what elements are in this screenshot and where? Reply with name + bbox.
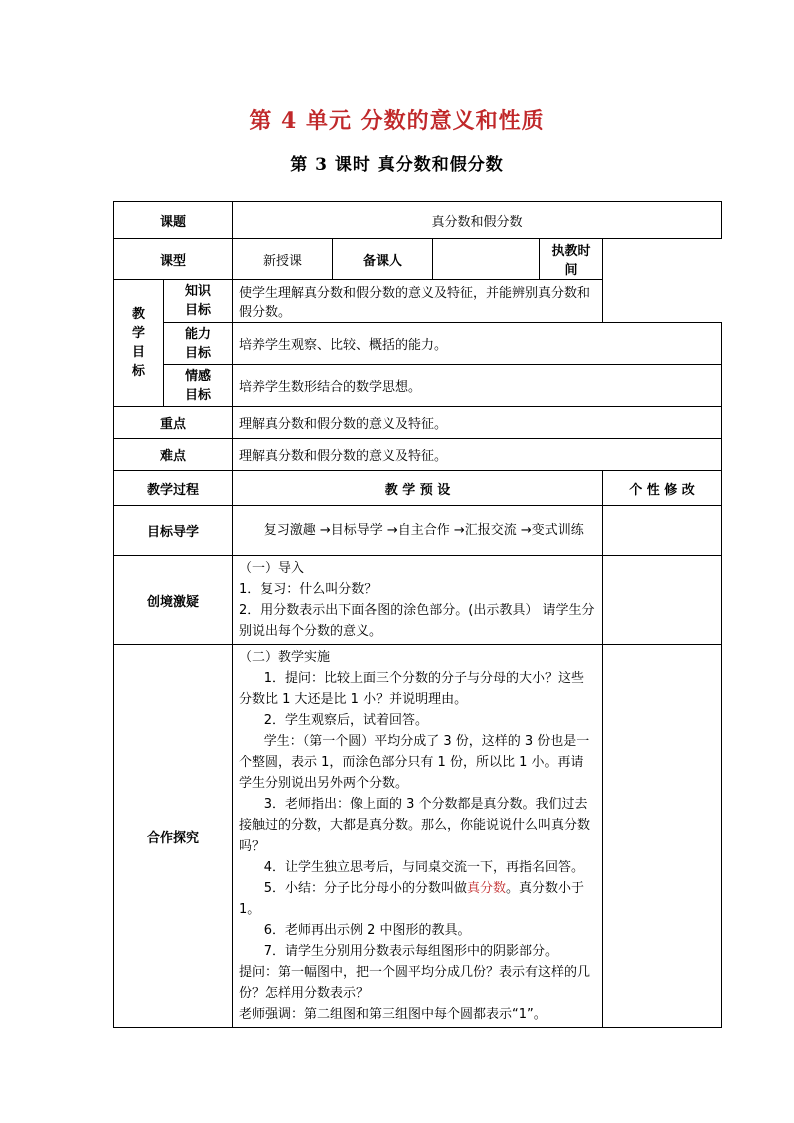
difficulty-label: 难点 [114,439,233,471]
emotion-goal-label: 情感 目标 [164,365,233,407]
row-explore [114,645,722,1028]
design-header: 教 学 预 设 [233,471,603,506]
topic-label: 课题 [114,202,233,239]
unit-title: 第 4 单元 分数的意义和性质 [249,108,545,134]
knowledge-goal-label: 知识 目标 [164,280,233,323]
revise-header: 个 性 修 改 [603,471,722,506]
row-knowledge-goal [114,280,722,323]
guide-text: 复习激趣 →目标导学 →自主合作 →汇报交流 →变式训练 [233,506,603,556]
row-header [114,471,722,506]
preparer-value [433,239,540,280]
lesson-title: 第 3 课时 真分数和假分数 [290,155,504,175]
emotion-goal-text: 培养学生数形结合的数学思想。 [233,365,722,407]
scenario-revise [603,556,722,645]
process-header: 教学过程 [114,471,233,506]
scenario-text: （一）导入 1．复习：什么叫分数？ 2．用分数表示出下面各图的涂色部分。(出示教具） 请学生分别说出每个分数的意义。 [233,556,603,645]
explore-label: 合作探究 [114,645,233,1028]
row-lesson-type [114,239,722,280]
row-guide [114,506,722,556]
key-point-text: 理解真分数和假分数的意义及特征。 [233,407,722,439]
row-topic [114,202,722,239]
topic-value: 真分数和假分数 [233,202,722,239]
lesson-plan-table [113,201,722,1028]
scenario-label: 创境激疑 [114,556,233,645]
row-ability-goal [114,323,722,365]
term-proper-fraction: 真分数 [466,881,506,896]
goals-group-label: 教 学 目 标 [114,280,164,407]
row-difficulty [114,439,722,471]
ability-goal-text: 培养学生观察、比较、概括的能力。 [233,323,722,365]
row-scenario [114,556,722,645]
explore-revise [603,645,722,1028]
explore-text: （二）教学实施 1．提问：比较上面三个分数的分子与分母的大小？这些分数比 1 大还是比 1 小？并说明理由。 2．学生观察后，试着回答。 学生：（第一个圆）平均分成了 3 份，这样的 3 份也是一个整圆，表示 1，而涂色部分只有 1 份，所以比 1 小。再请学生分别说出另外两个分数。 3．老师指出：像上面的 3 个分数都是真分数。我们过去接触过的分数，大都是真分数。那么，你能说说什么叫真分数吗？ 4．让学生独立思考后，与同桌交流一下，再指名回答。 5．小结：分子比分母小的分数叫做真分数。真分数小于 1。 6．老师再出示例 2 中图形的教具。 7．请学生分别用分数表示每组图形中的阴影部分。 提问：第一幅图中，把一个圆平均分成几份？表示有这样的几份？怎样用分数表示？ 老师强调：第二组图和第三组图中每个圆都表示“1”。 [233,645,603,1028]
guide-label: 目标导学 [114,506,233,556]
row-key-point [114,407,722,439]
ability-goal-label: 能力 目标 [164,323,233,365]
teach-time-label: 执教时间 [540,239,603,280]
key-point-label: 重点 [114,407,233,439]
preparer-label: 备课人 [333,239,433,280]
difficulty-text: 理解真分数和假分数的意义及特征。 [233,439,722,471]
row-emotion-goal [114,365,722,407]
knowledge-goal-text: 使学生理解真分数和假分数的意义及特征，并能辨别真分数和假分数。 [233,280,603,323]
lesson-type-label: 课型 [114,239,233,280]
lesson-type-value: 新授课 [233,239,333,280]
guide-revise [603,506,722,556]
